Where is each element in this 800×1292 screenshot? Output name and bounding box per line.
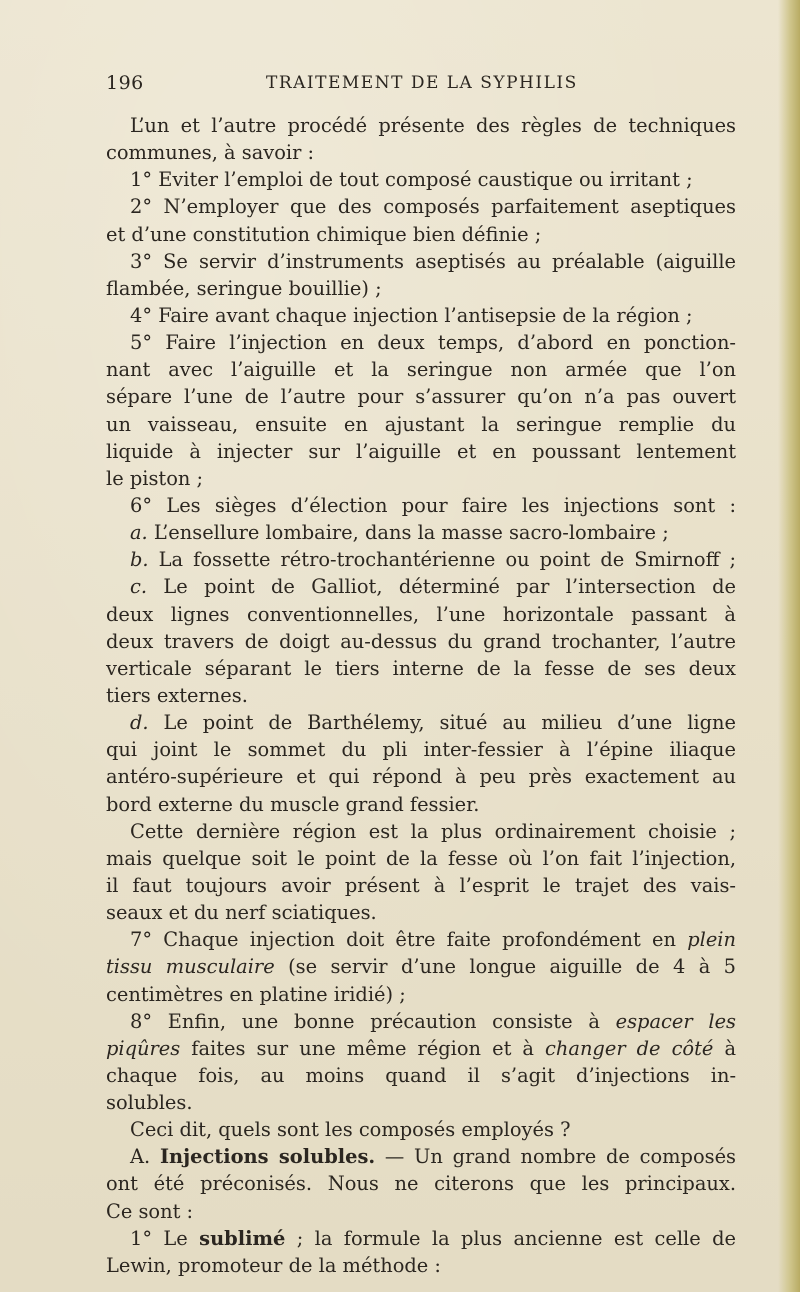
text-line	[106, 221, 736, 248]
text-segment: Ce sont :	[106, 1199, 194, 1223]
text-line	[106, 682, 736, 709]
text-segment: communes, à savoir :	[106, 141, 315, 165]
text-line	[106, 926, 736, 953]
text-segment: le piston ;	[106, 466, 204, 490]
text-segment: antéro-supérieure et qui répond à peu près exactement au	[106, 765, 736, 789]
text-line	[106, 438, 736, 465]
text-line	[106, 736, 736, 763]
text-segment: ont été préconisés. Nous ne citerons que les principaux.	[106, 1172, 736, 1196]
text-segment: L’ensellure lombaire, dans la masse sacro-lombaire ;	[147, 521, 669, 545]
text-line	[106, 275, 736, 302]
text-segment: 2° N’employer que des composés parfaitement aseptiques	[130, 195, 736, 219]
text-line	[106, 139, 736, 166]
text-line	[106, 383, 736, 410]
text-segment: nant avec l’aiguille et la seringue non armée que l’on	[106, 358, 736, 382]
text-segment: b.	[130, 548, 149, 572]
page-number: 196	[106, 72, 144, 94]
text-segment: ; la formule la plus ancienne est celle de	[285, 1226, 736, 1250]
text-segment: 5° Faire l’injection en deux temps, d’abord en ponction-	[130, 331, 736, 355]
text-line	[106, 193, 736, 220]
text-segment: un vaisseau, ensuite en ajustant la seringue remplie du	[106, 412, 736, 436]
text-segment: Lewin, promoteur de la méthode :	[106, 1253, 441, 1277]
text-line	[106, 411, 736, 438]
text-line	[106, 953, 736, 980]
text-line	[106, 709, 736, 736]
text-segment: centimètres en platine iridié) ;	[106, 982, 406, 1006]
page-edge-shadow	[778, 0, 800, 1292]
text-segment: Le point de Galliot, déterminé par l’intersection de	[147, 575, 736, 599]
text-segment: bord externe du muscle grand fessier.	[106, 792, 480, 816]
text-segment: qui joint le sommet du pli inter-fessier à l’épine iliaque	[106, 738, 736, 762]
text-line	[106, 818, 736, 845]
text-segment: deux travers de doigt au-dessus du grand trochanter, l’autre	[106, 629, 736, 653]
text-line	[106, 872, 736, 899]
text-segment: 7° Chaque injection doit être faite profondément en	[130, 928, 688, 952]
text-segment: Injections solubles.	[159, 1145, 376, 1169]
text-segment: A.	[130, 1145, 160, 1169]
text-segment: chaque fois, au moins quand il s’agit d’injections in-	[106, 1063, 736, 1087]
text-segment: liquide à injecter sur l’aiguille et en poussant lentement	[106, 439, 736, 463]
text-segment: (se servir d’une longue aiguille de 4 à 5	[274, 955, 736, 979]
text-line	[106, 112, 736, 139]
text-line	[106, 1008, 736, 1035]
text-segment: faites sur une même région et à	[180, 1036, 546, 1060]
text-line	[106, 1198, 736, 1225]
text-line	[106, 302, 736, 329]
text-segment: plein	[687, 928, 736, 952]
text-segment: sublimé	[199, 1226, 286, 1250]
text-segment: piqûres	[106, 1036, 181, 1060]
text-line	[106, 1062, 736, 1089]
text-segment: espacer les	[615, 1009, 736, 1033]
text-line	[106, 1035, 736, 1062]
text-segment: 6° Les sièges d’élection pour faire les injections sont :	[130, 493, 736, 517]
text-segment: 3° Se servir d’instruments aseptisés au préalable (aiguille	[130, 249, 736, 273]
text-line	[106, 1252, 736, 1279]
text-line	[106, 628, 736, 655]
text-segment: 1° Le	[130, 1226, 200, 1250]
text-line	[106, 1089, 736, 1116]
text-segment: à	[713, 1036, 737, 1060]
text-segment: tissu musculaire	[106, 955, 275, 979]
text-segment: La fossette rétro-trochantérienne ou point de Smirnoff ;	[148, 548, 736, 572]
text-segment: — Un grand nombre de composés	[375, 1145, 737, 1169]
text-segment: a.	[130, 521, 148, 545]
text-segment: et d’une constitution chimique bien définie ;	[106, 222, 542, 246]
text-segment: mais quelque soit le point de la fesse où l’on fait l’injection,	[106, 846, 736, 870]
text-line	[106, 1225, 736, 1252]
text-segment: il faut toujours avoir présent à l’esprit le trajet des vais-	[106, 873, 736, 897]
text-segment: d.	[130, 711, 149, 735]
text-line	[106, 1170, 736, 1197]
text-line	[106, 1143, 736, 1170]
text-segment: 8° Enfin, une bonne précaution consiste à	[130, 1009, 616, 1033]
text-segment: 1° Eviter l’emploi de tout composé caustique ou irritant ;	[130, 168, 693, 192]
text-segment: Le point de Barthélemy, situé au milieu d’une ligne	[148, 711, 736, 735]
text-segment: 4° Faire avant chaque injection l’antisepsie de la région ;	[130, 303, 693, 327]
text-segment: changer de côté	[545, 1036, 714, 1060]
text-line	[106, 899, 736, 926]
text-segment: L’un et l’autre procédé présente des règles de techniques	[130, 114, 736, 137]
running-head-title: TRAITEMENT DE LA SYPHILIS	[266, 73, 578, 93]
text-line	[106, 519, 736, 546]
text-line	[106, 546, 736, 573]
running-head	[106, 72, 736, 102]
text-segment: tiers externes.	[106, 683, 248, 707]
text-line	[106, 981, 736, 1008]
text-line	[106, 601, 736, 628]
text-segment: flambée, seringue bouillie) ;	[106, 276, 382, 300]
text-segment: solubles.	[106, 1091, 193, 1115]
text-line	[106, 655, 736, 682]
text-line	[106, 492, 736, 519]
text-segment: deux lignes conventionnelles, l’une horizontale passant à	[106, 602, 736, 626]
text-line	[106, 356, 736, 383]
text-line	[106, 329, 736, 356]
text-segment: Ceci dit, quels sont les composés employés ?	[130, 1118, 571, 1142]
text-line	[106, 573, 736, 600]
text-line	[106, 1116, 736, 1143]
text-segment: c.	[130, 575, 148, 599]
text-segment: seaux et du nerf sciatiques.	[106, 901, 377, 925]
body-text	[106, 112, 736, 1279]
text-segment: Cette dernière région est la plus ordinairement choisie ;	[130, 819, 736, 843]
text-segment: sépare l’une de l’autre pour s’assurer qu’on n’a pas ouvert	[106, 385, 736, 409]
text-line	[106, 763, 736, 790]
text-line	[106, 166, 736, 193]
text-line	[106, 465, 736, 492]
text-segment: verticale séparant le tiers interne de la fesse de ses deux	[106, 656, 736, 680]
text-line	[106, 791, 736, 818]
text-line	[106, 845, 736, 872]
text-line	[106, 248, 736, 275]
